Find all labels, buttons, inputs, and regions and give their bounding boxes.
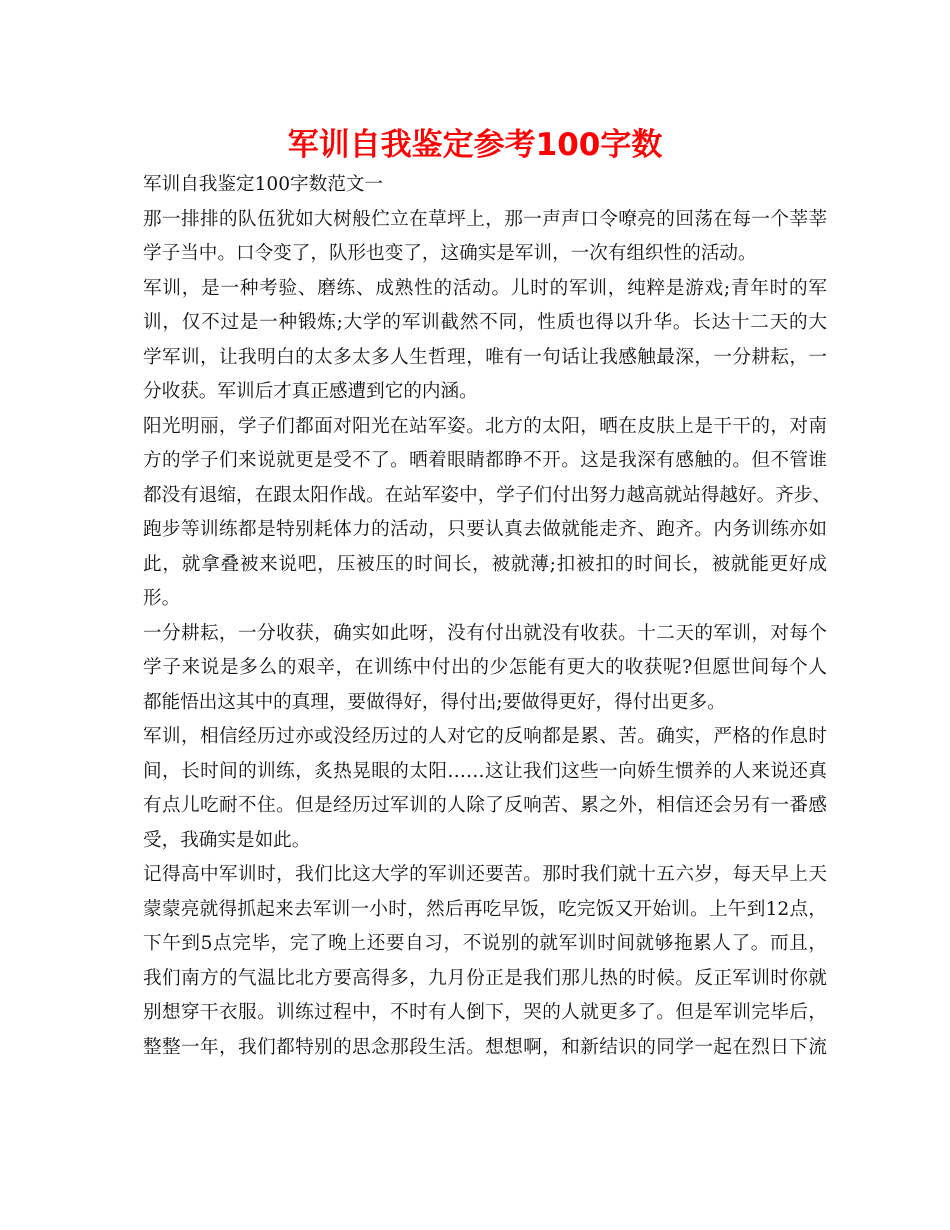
- paragraph-line: 阳光明丽，学子们都面对阳光在站军姿。北方的太阳，晒在皮肤上是干干的，对南: [143, 415, 827, 437]
- paragraph-line: 受，我确实是如此。: [143, 829, 311, 851]
- paragraph-line: 此，就拿叠被来说吧，压被压的时间长，被就薄;扣被扣的时间长，被就能更好成: [143, 553, 827, 575]
- paragraph-line: 记得高中军训时，我们比这大学的军训还要苦。那时我们就十五六岁，每天早上天: [143, 864, 827, 885]
- paragraph-line: 那一排排的队伍犹如大树般伫立在草坪上，那一声声口令嘹亮的回荡在每一个莘莘: [143, 208, 827, 230]
- subtitle-line: 军训自我鉴定100字数范文一: [143, 174, 384, 195]
- paragraph-line: 间，长时间的训练，炙热晃眼的太阳……这让我们这些一向娇生惯养的人来说还真: [143, 760, 827, 782]
- paragraph-line: 我们南方的气温比北方要高得多，九月份正是我们那儿热的时候。反正军训时你就: [143, 967, 827, 989]
- paragraph-line: 训，仅不过是一种锻炼;大学的军训截然不同，性质也得以升华。长达十二天的大: [143, 312, 827, 333]
- paragraph-line: 分收获。军训后才真正感遭到它的内涵。: [143, 381, 478, 402]
- paragraph-line: 跑步等训练都是特别耗体力的活动，只要认真去做就能走齐、跑齐。内务训练亦如: [143, 519, 827, 540]
- paragraph-line: 学军训，让我明白的太多太多人生哲理，唯有一句话让我感触最深，一分耕耘，一: [143, 346, 827, 368]
- paragraph-line: 有点儿吃耐不住。但是经历过军训的人除了反响苦、累之外，相信还会另有一番感: [143, 795, 827, 816]
- paragraph-line: 军训，相信经历过亦或没经历过的人对它的反响都是累、苦。确实，严格的作息时: [143, 726, 827, 747]
- paragraph-line: 方的学子们来说就更是受不了。晒着眼睛都睁不开。这是我深有感触的。但不管谁: [143, 450, 827, 471]
- paragraph-line: 别想穿干衣服。训练过程中，不时有人倒下，哭的人就更多了。但是军训完毕后，: [143, 1002, 827, 1023]
- paragraph-line: 蒙蒙亮就得抓起来去军训一小时，然后再吃早饭，吃完饭又开始训。上午到12点，: [143, 898, 827, 920]
- paragraph-line: 学子当中。口令变了，队形也变了，这确实是军训，一次有组织性的活动。: [143, 243, 757, 264]
- paragraph-line: 整整一年，我们都特别的思念那段生活。想想啊，和新结识的同学一起在烈日下流: [143, 1036, 827, 1058]
- paragraph-line: 都没有退缩，在跟太阳作战。在站军姿中，学子们付出努力越高就站得越好。齐步、: [143, 484, 831, 506]
- document-body: [143, 168, 831, 1065]
- paragraph-line: 都能悟出这其中的真理，要做得好，得付出;要做得更好，得付出更多。: [143, 691, 726, 713]
- paragraph-line: 形。: [143, 588, 181, 609]
- document-title: 军训自我鉴定参考100字数: [287, 127, 663, 163]
- paragraph-line: 一分耕耘，一分收获，确实如此呀，没有付出就没有收获。十二天的军训，对每个: [143, 622, 827, 644]
- paragraph-line: 学子来说是多么的艰辛，在训练中付出的少怎能有更大的收获呢?但愿世间每个人: [143, 657, 827, 678]
- paragraph-line: 军训，是一种考验、磨练、成熟性的活动。儿时的军训，纯粹是游戏;青年时的军: [143, 277, 827, 299]
- paragraph-line: 下午到5点完毕，完了晚上还要自习，不说别的就军训时间就够拖累人了。而且，: [143, 933, 827, 954]
